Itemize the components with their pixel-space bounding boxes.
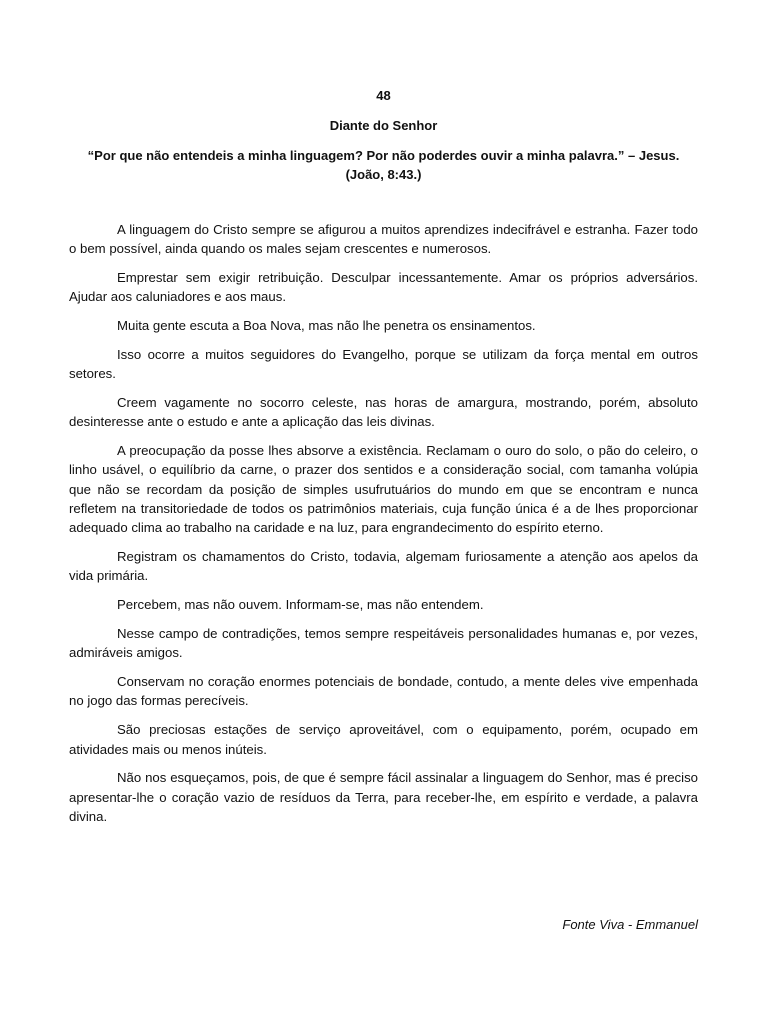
paragraph: A linguagem do Cristo sempre se afigurou a muitos aprendizes indecifrável e estranha. Fazer todo o bem possível, ainda quando os males sejam crescentes e numerosos. <box>69 222 698 257</box>
paragraph: Emprestar sem exigir retribuição. Desculpar incessantemente. Amar os próprios adversários. Ajudar aos caluniadores e aos maus. <box>69 270 698 305</box>
paragraph: Percebem, mas não ouvem. Informam-se, mas não entendem. <box>117 597 484 613</box>
paragraph: A preocupação da posse lhes absorve a existência. Reclamam o ouro do solo, o pão do celeiro, o linho usável, o equilíbrio da carne, o prazer dos sentidos e a consideração social, com tamanha volúpia que não se recordam da posição de simples usufrutuários do mundo em que se encontram e nunca refletem na transitoriedade de todos os patrimônios materiais, cuja função única é a de lhes proporcionar adequado clima ao trabalho na caridade e na luz, para engrandecimento do espírito eterno. <box>69 443 698 536</box>
paragraph: Muita gente escuta a Boa Nova, mas não lhe penetra os ensinamentos. <box>117 318 536 334</box>
paragraph: Registram os chamamentos do Cristo, todavia, algemam furiosamente a atenção aos apelos da vida primária. <box>69 549 698 584</box>
page-number: 48 <box>376 88 391 103</box>
paragraph: São preciosas estações de serviço aproveitável, com o equipamento, porém, ocupado em atividades mais ou menos inúteis. <box>69 722 698 757</box>
epigraph: “Por que não entendeis a minha linguagem? Por não poderdes ouvir a minha palavra.” – Jesus. (João, 8:43.) <box>87 148 680 182</box>
paragraph: Não nos esqueçamos, pois, de que é sempre fácil assinalar a linguagem do Senhor, mas é preciso apresentar-lhe o coração vazio de resíduos da Terra, para receber-lhe, em espírito e verdade, a palavra divina. <box>69 770 698 824</box>
paragraph: Creem vagamente no socorro celeste, nas horas de amargura, mostrando, porém, absoluto desinteresse ante o estudo e ante a aplicação das leis divinas. <box>69 395 698 430</box>
paragraph: Conservam no coração enormes potenciais de bondade, contudo, a mente deles vive empenhada no jogo das formas perecíveis. <box>69 674 698 709</box>
body-text <box>69 220 698 826</box>
chapter-title: Diante do Senhor <box>329 118 438 133</box>
source-signature: Fonte Viva - Emmanuel <box>562 917 698 932</box>
document-page <box>69 86 698 836</box>
paragraph: Nesse campo de contradições, temos sempre respeitáveis personalidades humanas e, por vezes, admiráveis amigos. <box>69 626 698 661</box>
paragraph: Isso ocorre a muitos seguidores do Evangelho, porque se utilizam da força mental em outros setores. <box>69 346 698 382</box>
